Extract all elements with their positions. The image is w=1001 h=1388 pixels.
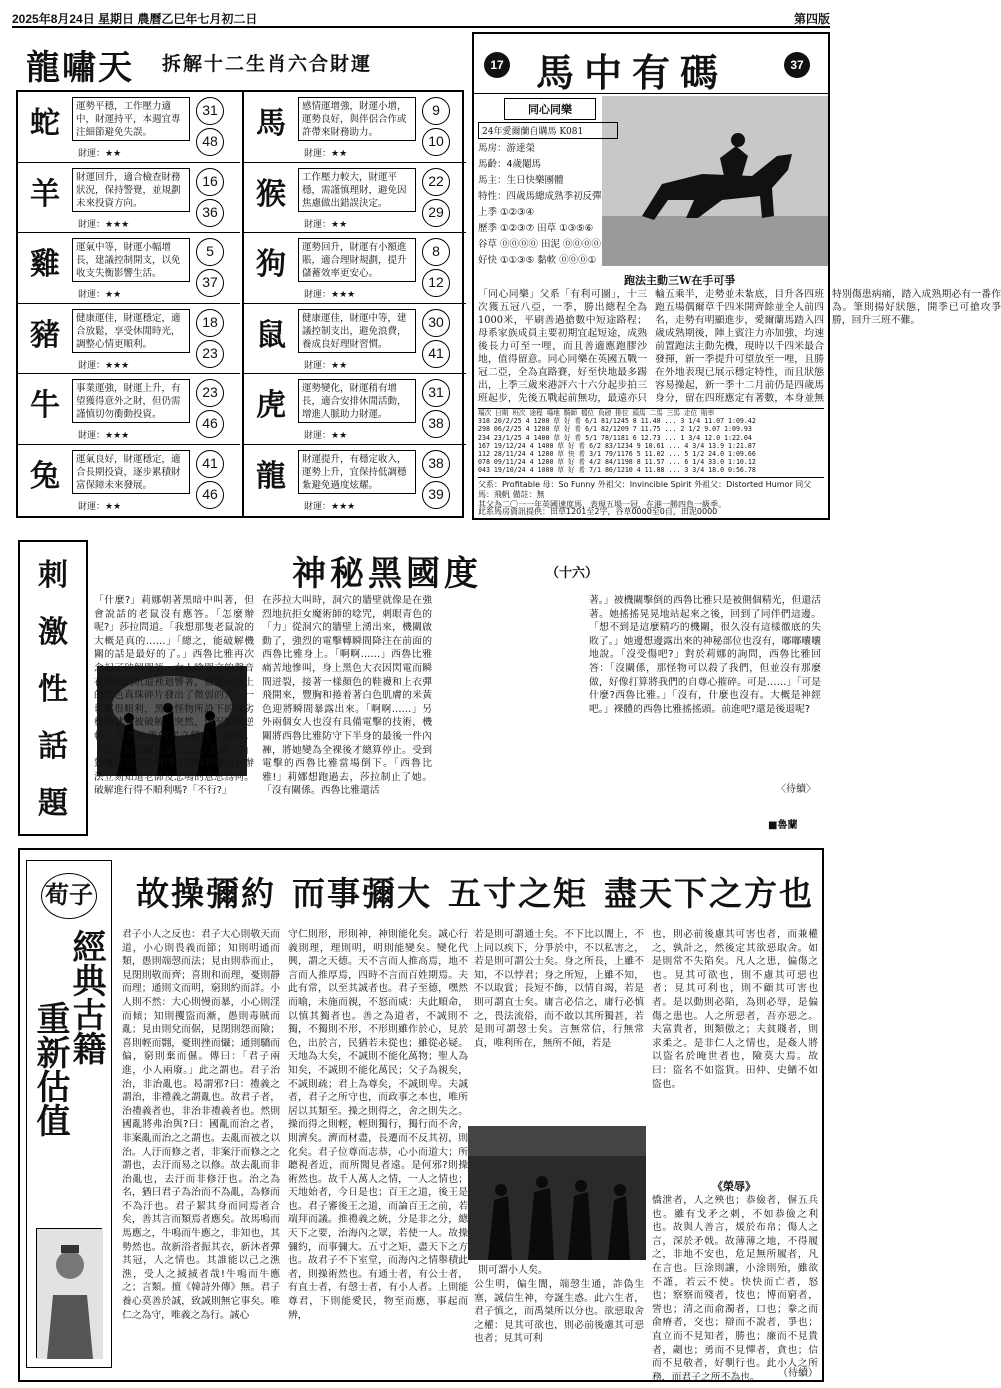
horoscope-grid [16, 90, 464, 518]
horse-silhouette-image [602, 96, 828, 266]
zodiac-sign: 羊 [30, 176, 60, 212]
side-label-char: 話 [38, 729, 68, 764]
horoscope-cell [18, 233, 240, 304]
lucky-number: 8 [422, 238, 450, 266]
horoscope-text: 事業運強，財運上升，有望獲得意外之財，但仍需謹慎切勿衝動投資。 [72, 379, 190, 423]
horse-title: 馬中有碼 [536, 50, 729, 95]
lucky-number: 39 [422, 481, 450, 509]
novel-part: （十六） [546, 566, 599, 581]
classics-illustration [468, 1126, 646, 1260]
lucky-number: 5 [196, 238, 224, 266]
horse-race-photo [602, 96, 828, 266]
horoscope-cell [244, 304, 466, 375]
horoscope-text: 運勢回升，財運有小額進賬，適合理財規劃，提升儲蓄效率更安心。 [298, 238, 416, 282]
lucky-number: 48 [196, 128, 224, 156]
classics-title-part: 而事彌大 [292, 874, 432, 913]
lucky-number: 46 [196, 481, 224, 509]
series-title-b: 重新估值 [30, 1001, 70, 1137]
wealth-rating: 財運：★★ [78, 502, 122, 512]
horse-stat-row: 歷季 ①②③⑦ 田草 ①③⑤⑥ [478, 223, 594, 234]
horse-stat-row: 好快 ①①③⑤ 黏軟 ⓪⓪⓪① [478, 255, 597, 266]
novel-column-3: 著。」被機關擊倒的西魯比雅只是被側個精光，但還活著。她搖搖晃晃地站起來之後，回到了同伴們這邊。「想不到是這麼精巧的機關，很久沒有這樣徹底的失敗了。」她邊想邊露出來的神秘部位也沒有，嘟嘟囔囔地說。「沒受傷吧?」對於莉娜的詢問，西魯比雅回答：「沒關係，那怪物可以殺了我們，但並沒有那麼做，好像打算將我們的自尊心摧碎。可是……」「可是什麼?西魯比雅。」「沒有，什麼也沒有。大概是神經吧。」裸體的西魯比雅搖搖頭。前進吧?還是後退呢? [589, 595, 821, 715]
lucky-number: 41 [422, 340, 450, 368]
wealth-rating: 財運：★★★ [304, 502, 356, 512]
lucky-number: 37 [196, 269, 224, 297]
zodiac-sign: 兔 [30, 459, 60, 494]
novel-title: 神秘黑國度 [292, 554, 482, 594]
horoscope-text: 健康運佳，財運穩定，適合放鬆，享受休閒時光，調整心情更順利。 [72, 309, 190, 353]
horoscope-cell [18, 445, 240, 516]
zodiac-sign: 虎 [256, 388, 286, 424]
lucky-number: 22 [422, 168, 450, 196]
horoscope-section [12, 32, 467, 520]
lucky-number-right: 37 [784, 52, 810, 78]
novel-side-label [18, 540, 88, 836]
classics-chapter-title: 《榮辱》 [712, 1180, 756, 1193]
zodiac-sign: 鼠 [256, 317, 286, 353]
novel-column-1: 「什麼?」莉娜朝著黑暗中叫著，但會說話的老鼠沒有應答。「怎麼辦呢?」莎拉問道。「我想那隻老鼠說的大概是真的……」「總之，能破解機關的話是最好的了。」西魯比雅再次念起了破解咒語。女人唸咒文的聲音在黑暗的坑道裡迴響著，被灑在地上的黑色真珠碎片發出了微弱的光。一切都很順利，黑色怪物所設下的卑劣機關就要被破解。突然，情況開始逆轉。西魯比雅的咒文變成了悲鳴。「這、這個魔法是……」「怎麼了?」對魔法完全是個門外漢的莉娜沒有辦法立刻知道老師及悲鳴的意思為何。破解進行得不順利嗎?「不行?」 [94, 595, 254, 797]
horse-race-record-table [478, 408, 824, 478]
zodiac-sign: 雞 [30, 247, 60, 283]
classics-to-be-continued: （待續） [778, 1368, 818, 1379]
table-row: 043 19/10/24 4 1000 草 好 希 7/1 80/1210 4 11.88 ... 3 3/4 18.0 0:56.78 [478, 466, 756, 475]
lucky-number: 36 [196, 199, 224, 227]
lucky-number-left: 17 [484, 52, 510, 78]
table-row: 318 20/2/25 4 1200 草 好 希 6/1 81/1245 8 11.48 ... 3 1/4 11.07 1:09.42 [478, 417, 756, 426]
classics-section [12, 848, 830, 1384]
horoscope-text: 健康運佳，財運中等，建議控制支出，避免浪費，養成良好理財習慣。 [298, 309, 416, 353]
lucky-number: 12 [422, 269, 450, 297]
table-row: 112 28/11/24 4 1200 草 快 希 3/1 79/1176 5 11.02 ... 5 1/2 24.0 1:09.66 [478, 450, 756, 459]
horoscope-text: 財運回升，適合檢查財務狀況，保持警覺，並規劃未來投資方向。 [72, 168, 190, 212]
lucky-number: 30 [422, 309, 450, 337]
horoscope-text: 運勢平穩，工作壓力適中，財運持平，本週宜專注細節避免失誤。 [72, 97, 190, 141]
lucky-number: 29 [422, 199, 450, 227]
horse-name: 同心同樂 [504, 98, 596, 120]
lucky-number: 38 [422, 410, 450, 438]
side-label-char: 激 [38, 615, 68, 650]
zodiac-sign: 狗 [256, 247, 286, 283]
horoscope-cell [18, 304, 240, 375]
horoscope-cell [244, 445, 466, 516]
wealth-rating: 財運：★★ [304, 431, 348, 442]
lucky-number: 41 [196, 450, 224, 478]
lucky-number: 46 [196, 410, 224, 438]
horse-article: 「同心同樂」父系「有利可圖」，十三次獲五冠八亞，一季，勝出總程全為1000米，平刷善過搶數中短途路程；母系家族成員主要初期宜起短途，成熟後長力可至一哩，而且善適應跑膠沙地，值得留意。同心同樂在英國五戰一冠二亞，全為直路賽，好至快地最多踢出，上季三歲來港評六十六分起步拍三班起步，先後五戰起前無功，最遠亦只輸五乘半，走勢並未紮底，目升各四班跑五場偶爾草千四米開齊餘並全人前四名，走勢有明顯進步，愛爾蘭馬踏入四歲成熟期後，陣上賓注力亦加強，均速前置跑法主動先機，現時以千四米最合發揮，新一季提升可望放至一哩，且勝在外地表現已展示穩定特性，而且狀態容易操起，新一季十二月前仍是四歲馬身分，留在四班應定有著數，本身並無特別傷患病痛，踏入成熟期必有一番作為。筆則揚好狀態，開季已可搶攻爭勝，回升三班不難。 [478, 289, 1001, 404]
series-title-a: 經典古籍 [66, 929, 106, 1065]
horoscope-cell [18, 374, 240, 445]
horse-stats [478, 205, 618, 269]
zodiac-sign: 猴 [256, 176, 286, 212]
horse-info-row: 馬主：生日快樂團體 [478, 175, 564, 186]
side-label-char: 刺 [38, 558, 68, 593]
wealth-rating: 財運：★★ [304, 219, 348, 230]
novel-section [12, 536, 830, 838]
horoscope-left-column [18, 92, 242, 516]
wealth-rating: 財運：★★ [304, 149, 348, 159]
author-portrait [36, 1228, 102, 1358]
horoscope-subtitle: 拆解十二生肖六合財運 [162, 53, 373, 75]
horoscope-text: 工作壓力較大，財運平穩，需謹慎理財，避免因焦慮做出錯誤決定。 [298, 168, 416, 212]
classics-column-3: 若是則可謂通士矣。不下比以闇上，不上同以疾下，分爭於中，不以私害之，若是則可謂公士矣。身之所長，上雖不知，不以悖君；身之所短，上雖不知，不以取賞；長短不飾，以情自竭，若是則可謂直士矣。庸言必信之，庸行必慎之，畏法流俗，而不敢以其所獨甚，若是則可謂愨士矣。言無常信，行無常貞，唯利所在，無所不傾，若是 [474, 929, 644, 1049]
zodiac-sign: 龍 [256, 459, 286, 494]
lucky-number: 38 [422, 450, 450, 478]
horse-info-rows [478, 141, 618, 205]
horoscope-cell [18, 163, 240, 234]
wealth-rating: 財運：★★ [304, 360, 348, 371]
zodiac-sign: 牛 [30, 388, 60, 424]
horoscope-right-column [242, 92, 466, 516]
novel-column-2: 在莎拉大叫時，洞穴的牆壁就像是在強烈地抗拒女魔術師的唸咒，刺眼青色的「力」從洞穴的牆壁上湧出來，機關啟動了，強烈的電擊轉瞬間降注在前面的西魯比雅身上。「啊啊……」西魯比雅痛苦地慘叫，身上黑色大衣因閃電而瞬間迸裂，接著一樣顏色的鞋襪和上衣彈飛開來，豐胸和捲着著白色肌膚的米黃色迎將瞬間暴露出來。「啊啊……」另外兩個女人也沒有具備電擊的技術，機關將西魯比雅防守下半身的最後一件內褲，將她變為全裸後才總算停止。受到電擊的西魯比雅當場倒下。「西魯比雅!」莉娜想跑過去，莎拉制止了她。「沒有關係。西魯比雅還活 [262, 595, 432, 797]
race-header: 24年愛爾蘭自購馬 K081 [478, 122, 618, 139]
classics-title-part: 故操彌約 [136, 874, 276, 913]
horse-info-card [478, 98, 618, 296]
novel-author: ■魯蘭 [768, 820, 798, 831]
xunzi-badge: 荀子 [41, 873, 97, 919]
classics-illustration-image [468, 1126, 646, 1260]
novel-to-be-continued: 〈待續〉 [776, 784, 816, 795]
wealth-rating: 財運：★★★ [304, 290, 356, 301]
horse-lineage-text: 父系：Profitable 母：So Funny 外祖父：Invincible Spirit 外祖父：Distorted Humor 同父馬：飛帆 備註：無 [478, 480, 812, 499]
classics-column-3b: 公生明，偏生闇，端愨生通，詐偽生塞，誠信生神，夸誕生惑。此六生者，君子慎之，而禹桀所以分也。欲惡取舍之權：見其可欲也，則必前後慮其可惡也者；見其可利 [474, 1279, 644, 1345]
classics-column-2: 守仁則形，形則神，神則能化矣。誠心行義則理，理則明，明則能變矣。變化代興，謂之天德。天不言而人推高焉，地不言而人推厚焉，四時不言而百姓期焉。夫此有常，以至其誠者也。君子至德，嘿然而喻，未施而親，不怒而威：夫此順命，以慎其獨者也。善之為道者，不誠則不獨，不獨則不形，不形則雖作於心，見於色，出於言，民猶若未從也；雖從必疑。天地為大矣，不誠則不能化萬物；聖人為知矣，不誠則不能化萬民；父子為親矣，不誠則疏；君上為尊矣，不誠則卑。夫誠者，君子之所守也，而政事之本也，唯所居以其類至。操之則得之，舍之則失之。操而得之則輕，輕則獨行，獨行而不舍，則濟矣。濟而材盡，長遷而不反其初，則化矣。君子位尊而志恭，心小而道大；所聽視者近，而所聞見者遠。是何邪?則操術然也。故千人萬人之情，一人之情也；天地始者，今日是也；百王之道，後王是也。君子審後王之道，而論百王之前，若端拜而議。推禮義之統，分是非之分，總天下之要，治海內之眾，若使一人。故操彌約，而事彌大。五寸之矩，盡天下之方也。故君子不下室堂，而海內之情舉積此者，則操術然也。有通士者，有公士者，有直士者，有愨士者，有小人者。上則能尊君，下則能愛民，物至而應，事起而辨， [288, 929, 468, 1321]
table-header: 場次 日期 班次 途程 場地 騎師 檔位 負磅 排位 頭馬 二馬 三馬 走位 賠率 [478, 409, 715, 417]
horse-stat-row: 上季 ①②③④ [478, 207, 535, 218]
horoscope-cell [18, 92, 240, 163]
lucky-number: 23 [196, 379, 224, 407]
horse-subhead: 跑法主動三W在手可爭 [624, 274, 736, 287]
classics-image-caption: 則可謂小人矣。 [478, 1265, 548, 1276]
lucky-number: 31 [196, 97, 224, 125]
table-row: 167 19/12/24 4 1400 草 好 希 6/2 83/1234 9 10.61 ... 4 3/4 13.9 1:21.87 [478, 441, 756, 450]
wealth-rating: 財運：★★★ [78, 219, 130, 230]
classics-column-4b: 憍泄者，人之殃也；恭儉者，偋五兵也。雖有戈矛之刺，不如恭儉之利也。故與人善言，煖於布帛；傷人之言，深於矛戟。故薄薄之地，不得履之，非地不安也，危足無所履者，凡在言也。巨涂則讓，小涂則殆，雖欲不謹，若云不使。快快而亡者，怒也；察察而殘者，忮也；博而窮者，訾也；清之而俞濁者，口也；豢之而俞瘠者，交也；辯而不說者，爭也；直立而不見知者，勝也；廉而不見貴者，劌也；勇而不見憚者，貪也；信而不見敬者，好剸行也。此小人之所務，而君子之所不為也。 [652, 1195, 818, 1383]
classics-column-4: 也，則必前後慮其可害也者，而兼權之，孰計之，然後定其欲惡取舍。如是則常不失陷矣。凡人之患，偏傷之也。見其可欲也，則不慮其可惡也者；見其可利也，則不顧其可害也者。是以動則必陷，為則必辱，是偏傷之患也。人之所惡者，吾亦惡之。夫富貴者，則類傲之；夫貧賤者，則求柔之。是非仁人之情也，是姦人將以盜名於晻世者也，險莫大焉。故曰：盜名不如盜貨。田仲、史鰌不如盜也。 [652, 929, 818, 1090]
zodiac-sign: 豬 [30, 317, 60, 353]
table-row: 298 06/2/25 4 1200 草 好 希 6/1 82/1209 7 11.75 ... 2 1/2 9.07 1:09.93 [478, 425, 752, 434]
issue-date: 2025年8月24日 星期日 農曆乙巳年七月初二日 [12, 12, 258, 26]
lucky-number: 23 [196, 340, 224, 368]
zodiac-sign: 馬 [256, 106, 286, 141]
horoscope-cell [244, 233, 466, 304]
classics-column-1: 君子小人之反也：君子大心則敬天而道，小心則畏義而節；知則明通而類，愚則端愨而法；見由則恭而止，見閉則敬而齊；喜則和而理，憂則靜而理；通則文而明，窮則約而詳。小人則不然：大心則慢而暴，小心則淫而傾；知則攫盜而漸，愚則毒賊而亂；見由則兌而倨，見閉則怨而險；喜則輕而翾，憂則挫而懾；通則驕而偏，窮則棄而儑。傳曰：「君子兩進，小人兩廢。」此之謂也。君子治治，非治亂也。曷謂邪?曰：禮義之謂治，非禮義之謂亂也。故君子者，治禮義者也，非治非禮義者也。然則國亂將弗治與?曰：國亂而治之者，非案亂而治之之謂也。去亂而被之以治。人汙而修之者，非案汙而修之之謂也，去汙而易之以修。故去亂而非治亂也，去汙而非修汙也。治之為名，猶曰君子為治而不為亂，為修而不為汙也。君子絜其身而同焉者合矣，善其言而類焉者應矣。故馬鳴而馬應之，牛鳴而牛應之，非知也，其勢然也。故新浴者振其衣，新沐者彈其冠，人之情也。其誰能以己之潐潐，受人之掝掝者哉!牛鳴而牛應之；言類。擅《韓詩外傳》無。君子養心莫善於誠，致誠則無它事矣。唯仁之為守，唯義之為行。誠心 [122, 929, 280, 1321]
horoscope-text: 感情運增強，財運小增，運勢良好，與伴侶合作或許帶來財務助力。 [298, 97, 416, 141]
horse-info-row: 特性：四歲馬總成熟季初反彈 [478, 191, 602, 202]
horoscope-text: 運氣良好，財運穩定，適合長期投資，逐步累積財富保障未來發展。 [72, 450, 190, 494]
page-header [12, 8, 830, 28]
horse-racing-section [472, 32, 1001, 520]
wealth-rating: 財運：★★★ [78, 360, 130, 371]
zodiac-sign: 蛇 [30, 106, 60, 141]
horoscope-cell [244, 163, 466, 234]
wealth-rating: 財運：★★ [78, 149, 122, 159]
wealth-rating: 財運：★★★ [78, 431, 130, 442]
lucky-number: 16 [196, 168, 224, 196]
lucky-number: 18 [196, 309, 224, 337]
horoscope-text: 財運提升，有穩定收入，運勢上升，宜保持低調穩紮避免過度炫耀。 [298, 450, 416, 494]
horse-stat-row: 谷草 ⓪⓪⓪⓪ 田泥 ⓪⓪⓪⓪ [478, 239, 602, 250]
classics-title-part: 五寸之矩 [448, 874, 588, 913]
horse-banner [474, 34, 828, 94]
edition-label: 第四版 [793, 12, 830, 26]
table-row: 234 23/1/25 4 1400 草 好 希 5/1 78/1181 6 12.73 ... 1 3/4 12.0 1:22.04 [478, 433, 752, 442]
horse-info-row: 馬齡：4歲閹馬 [478, 159, 542, 170]
horoscope-cell [244, 92, 466, 163]
side-label-char: 題 [38, 786, 68, 821]
side-label-char: 性 [38, 672, 68, 707]
horoscope-title: 龍嘯天 [26, 48, 134, 88]
wealth-rating: 財運：★★ [78, 290, 122, 301]
lucky-number: 9 [422, 97, 450, 125]
classics-title [136, 868, 830, 915]
horoscope-cell [244, 374, 466, 445]
horoscope-text: 運勢變化，財運稍有增長，適合安排休閒活動，增進人脈助力財運。 [298, 379, 416, 423]
table-row: 078 09/11/24 4 1200 草 好 希 4/2 84/1198 8 11.57 ... 6 1/4 33.0 1:10.12 [478, 458, 756, 467]
lucky-number: 31 [422, 379, 450, 407]
horse-note: 其父為二〇一一年英國速度馬，表現五場一冠，在港一勝四負一級季。 [478, 500, 726, 509]
horoscope-text: 運氣中等，財運小幅增長，建議控制開支，以免收支失衡影響生活。 [72, 238, 190, 282]
portrait-image [37, 1229, 103, 1359]
classics-title-part: 盡天下之方也 [604, 874, 814, 913]
horse-source: 此系馬房資訊提供：田草1201至2字，谷草0000至0自，田泥0000 [478, 507, 718, 516]
horse-info-row: 馬房：游達榮 [478, 143, 536, 154]
lucky-number: 10 [422, 128, 450, 156]
